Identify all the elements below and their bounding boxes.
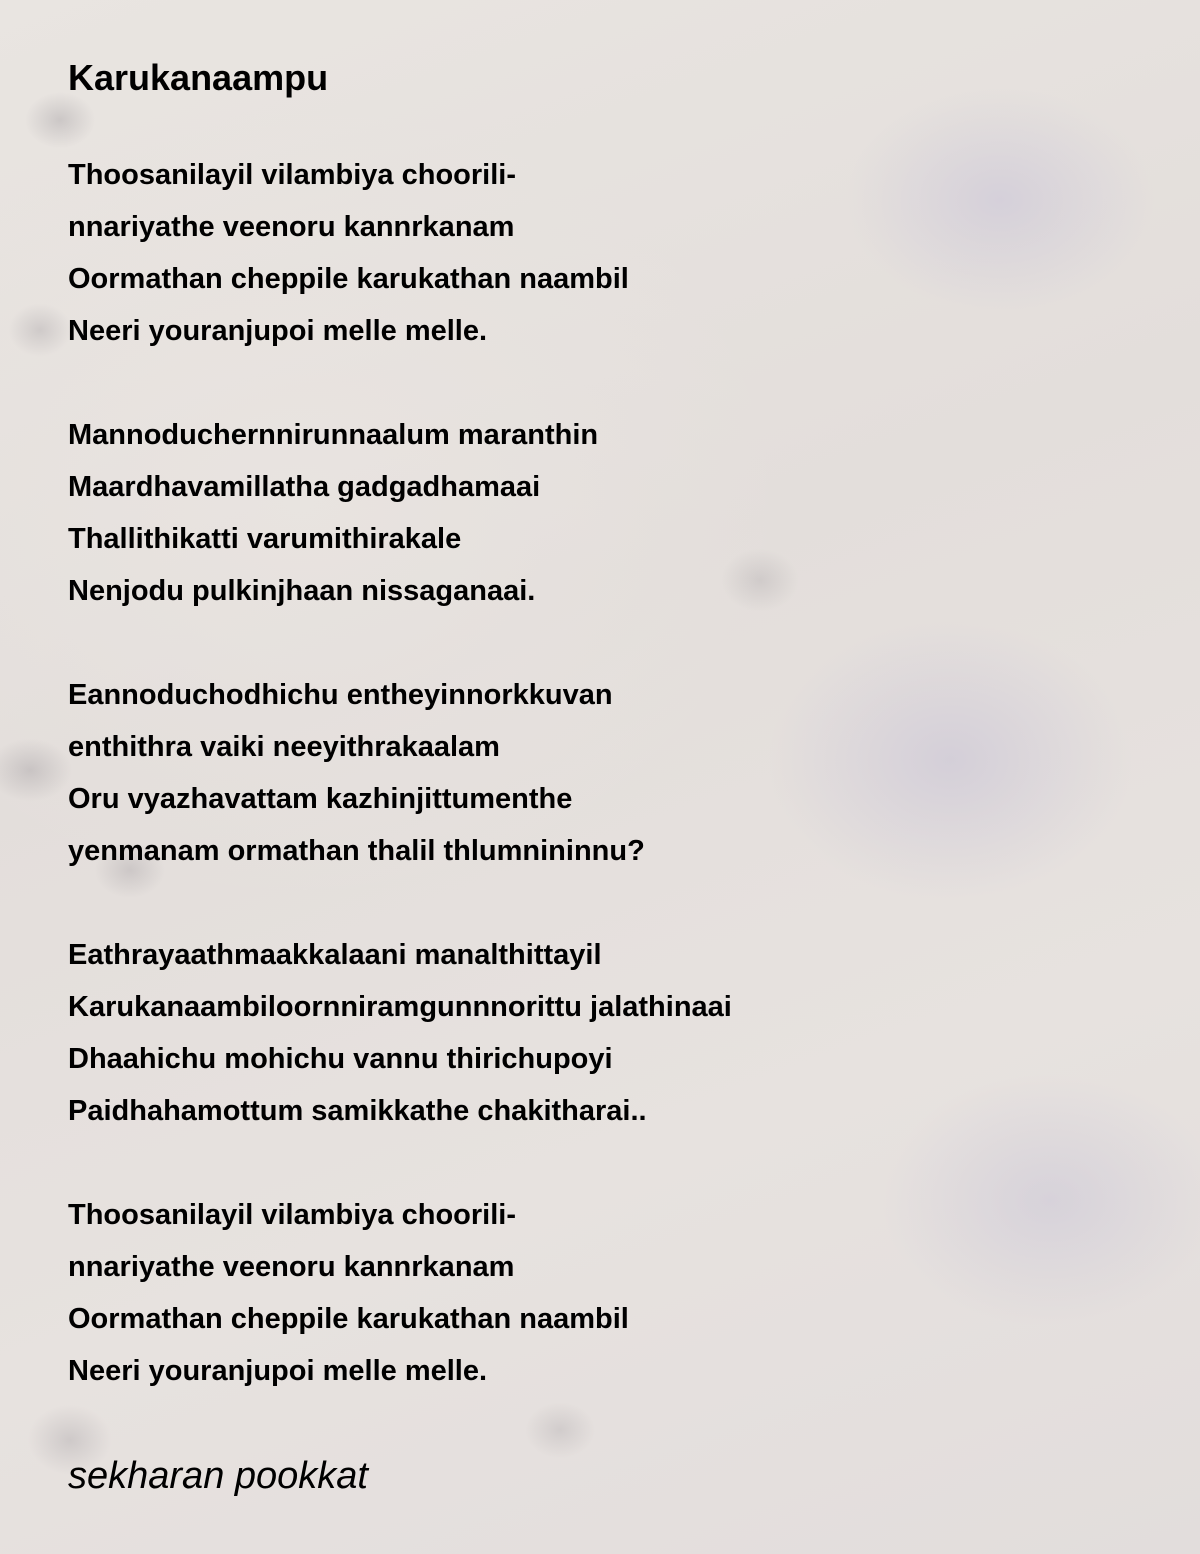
poem-page xyxy=(68,52,1148,1501)
poem-line: Neeri youranjupoi melle melle. xyxy=(68,315,488,347)
poem-line: Paidhahamottum samikkathe chakitharai.. xyxy=(68,1095,647,1127)
poem-line: Neeri youranjupoi melle melle. xyxy=(68,1355,488,1387)
poem-title: Karukanaampu xyxy=(68,57,329,98)
poem-line: Oormathan cheppile karukathan naambil xyxy=(68,1303,629,1335)
poem-line: yenmanam ormathan thalil thlumnininnu? xyxy=(68,835,645,867)
poem-author: sekharan pookkat xyxy=(68,1455,368,1497)
poem-line: Oormathan cheppile karukathan naambil xyxy=(68,263,629,295)
poem-line: Thallithikatti varumithirakale xyxy=(68,523,462,555)
poem-body xyxy=(68,149,1148,1397)
poem-line: Eannoduchodhichu entheyinnorkkuvan xyxy=(68,679,613,711)
poem-line: Oru vyazhavattam kazhinjittumenthe xyxy=(68,783,573,815)
stanza-1 xyxy=(68,149,1148,357)
stanza-2 xyxy=(68,409,1148,617)
poem-line: enthithra vaiki neeyithrakaalam xyxy=(68,731,500,763)
poem-line: nnariyathe veenoru kannrkanam xyxy=(68,211,515,243)
stanza-3 xyxy=(68,669,1148,877)
stanza-4 xyxy=(68,929,1148,1137)
poem-line: Karukanaambiloornniramgunnnorittu jalathinaai xyxy=(68,991,732,1023)
poem-line: Thoosanilayil vilambiya choorili- xyxy=(68,159,516,191)
poem-line: Eathrayaathmaakkalaani manalthittayil xyxy=(68,939,602,971)
poem-line: Thoosanilayil vilambiya choorili- xyxy=(68,1199,516,1231)
poem-line: Mannoduchernnirunnaalum maranthin xyxy=(68,419,599,451)
poem-line: Maardhavamillatha gadgadhamaai xyxy=(68,471,541,503)
stanza-5 xyxy=(68,1189,1148,1397)
poem-line: Dhaahichu mohichu vannu thirichupoyi xyxy=(68,1043,613,1075)
poem-line: Nenjodu pulkinjhaan nissaganaai. xyxy=(68,575,536,607)
poem-line: nnariyathe veenoru kannrkanam xyxy=(68,1251,515,1283)
